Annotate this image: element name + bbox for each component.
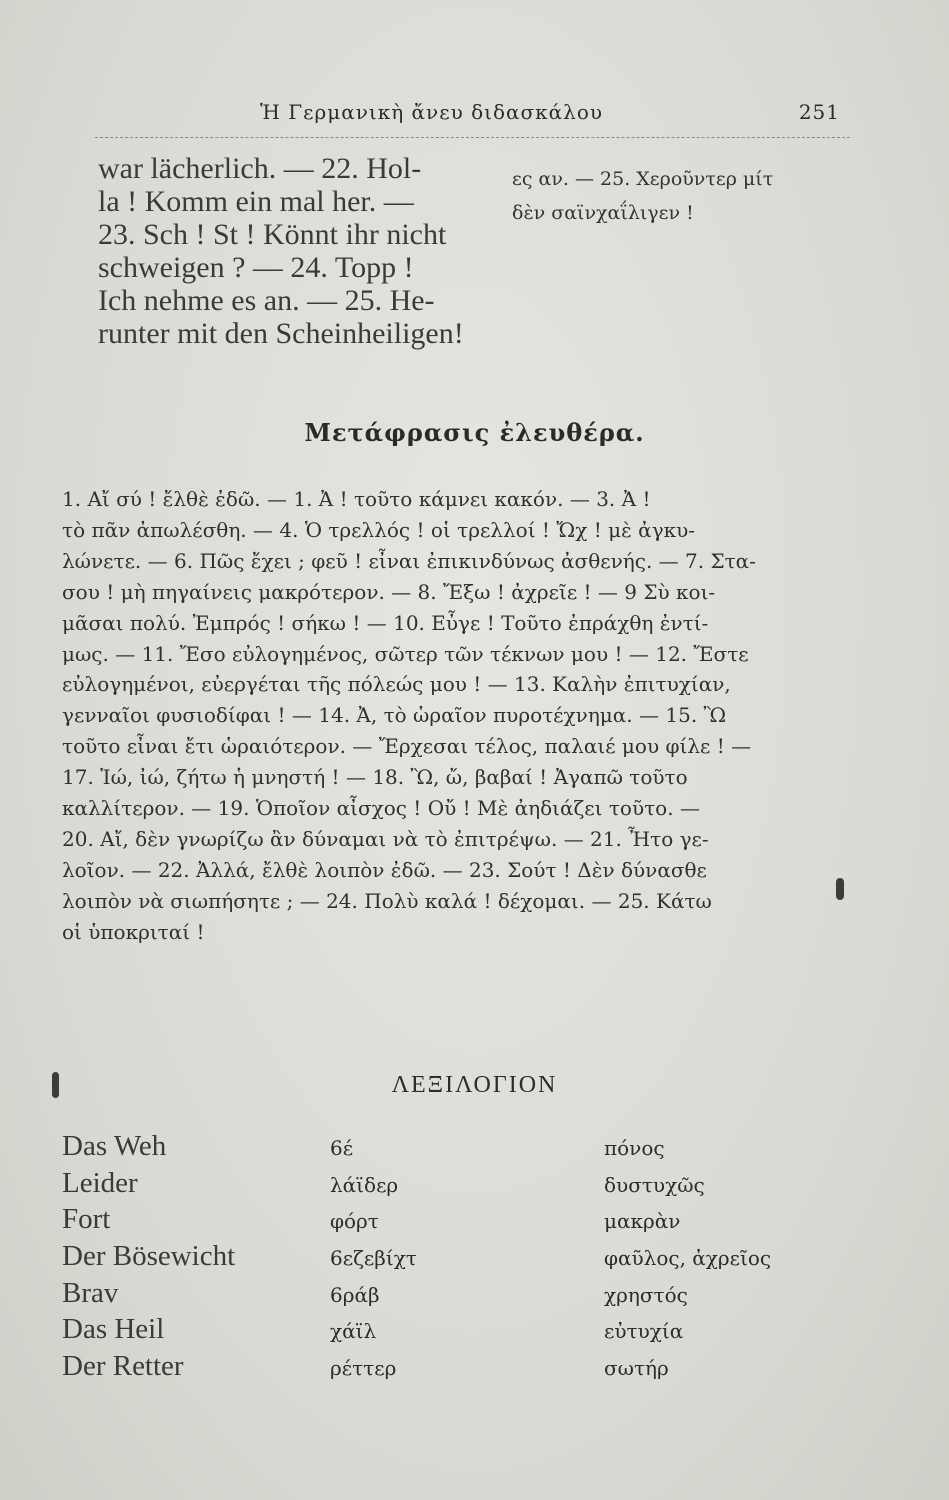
german-line: runter mit den Scheinheiligen!: [98, 317, 464, 350]
translation-line: 17. Ἰώ, ἰώ, ζήτω ἡ μνηστή ! — 18. Ὢ, ὤ, βαβαί ! Ἀγαπῶ τοῦτο: [62, 765, 688, 790]
glossary-greek: δυστυχῶς: [604, 1172, 705, 1197]
section-title: Μετάφρασις ἐλευθέρα.: [304, 418, 645, 447]
glossary-german: Das Heil: [62, 1313, 165, 1346]
german-line: war lächerlich. — 22. Hol-: [98, 152, 422, 185]
glossary-greek: μακρὰν: [604, 1209, 681, 1234]
ink-blot: [836, 878, 844, 900]
glossary-row: [62, 1313, 852, 1350]
german-continuation: [98, 152, 493, 350]
free-translation: [62, 484, 848, 948]
translation-line: σου ! μὴ πηγαίνεις μακρότερον. — 8. Ἔξω ! ἀχρεῖε ! — 9 Σὺ κοι-: [62, 579, 716, 604]
glossary-greek: πόνος: [604, 1136, 665, 1160]
glossary-pronunciation: 6εζεβίχτ: [330, 1246, 417, 1271]
translation-line: καλλίτερον. — 19. Ὁποῖον αἶσχος ! Οὔ ! Μὲ ἀηδιάζει τοῦτο. —: [62, 796, 700, 821]
glossary-pronunciation: λάϊδερ: [330, 1172, 399, 1197]
translation-line: 1. Αἴ σύ ! ἔλθὲ ἐδῶ. — 1. Ἀ ! τοῦτο κάμνει κακόν. — 3. Ἀ !: [62, 487, 651, 511]
glossary-german: Brav: [62, 1276, 119, 1309]
glossary-title: ΛΕΞΙΛΟΓΙΟΝ: [391, 1072, 558, 1098]
glossary-pronunciation: 6ράβ: [330, 1282, 380, 1307]
glossary-german: Das Weh: [62, 1130, 167, 1162]
glossary-german: Leider: [62, 1166, 138, 1199]
glossary-pronunciation: ρέττερ: [330, 1356, 397, 1381]
translation-line: γενναῖοι φυσιοδίφαι ! — 14. Ἀ, τὸ ὡραῖον πυροτέχνημα. — 15. Ὢ: [62, 703, 727, 728]
german-line: 23. Sch ! St ! Könnt ihr nicht: [98, 218, 447, 251]
pronunciation-line: δὲν σαϊνχαΐλιγεν !: [512, 202, 694, 224]
header-title: Ἡ Γερμανικὴ ἄνευ διδασκάλου: [260, 100, 604, 124]
glossary-greek: χρηστός: [604, 1282, 688, 1307]
translation-line: λοῖον. — 22. Ἀλλά, ἔλθὲ λοιπὸν ἐδῶ. — 23. Σούτ ! Δὲν δύνασθε: [62, 857, 707, 882]
translation-line: λώνετε. — 6. Πῶς ἔχει ; φεῦ ! εἶναι ἐπικινδύνως ἀσθενής. — 7. Στα-: [62, 548, 756, 573]
glossary-table: [62, 1130, 852, 1387]
translation-line: οἱ ὑποκριταί !: [62, 919, 205, 944]
header-rule: [95, 137, 850, 138]
glossary-pronunciation: 6έ: [330, 1136, 354, 1160]
translation-line: μᾶσαι πολύ. Ἐμπρός ! σήκω ! — 10. Εὖγε ! Τοῦτο ἐπράχθη ἐντί-: [62, 610, 709, 635]
glossary-german: Fort: [62, 1203, 111, 1236]
glossary-row: [62, 1203, 852, 1240]
glossary-row: [62, 1167, 852, 1204]
translation-line: 20. Αἴ, δὲν γνωρίζω ἂν δύναμαι νὰ τὸ ἐπιτρέψω. — 21. Ἦτο γε-: [62, 826, 709, 851]
glossary-row: [62, 1130, 852, 1167]
glossary-row: [62, 1277, 852, 1314]
glossary-greek: φαῦλος, ἀχρεῖος: [604, 1246, 772, 1271]
glossary-german: Der Bösewicht: [62, 1240, 236, 1273]
page-number: 251: [798, 100, 840, 124]
translation-line: μως. — 11. Ἔσο εὐλογημένος, σῶτερ τῶν τέκνων μου ! — 12. Ἔστε: [62, 641, 749, 666]
translation-line: εὐλογημένοι, εὐεργέται τῆς πόλεώς μου ! — 13. Καλὴν ἐπιτυχίαν,: [62, 672, 731, 697]
glossary-greek: εὐτυχία: [604, 1319, 684, 1344]
glossary-greek: σωτήρ: [604, 1356, 669, 1381]
glossary-german: Der Retter: [62, 1350, 184, 1383]
glossary-row: [62, 1240, 852, 1277]
translation-line: τὸ πᾶν ἀπωλέσθη. — 4. Ὁ τρελλός ! οἱ τρελλοί ! Ὤχ ! μὲ ἀγκυ-: [62, 517, 696, 542]
glossary-row: [62, 1350, 852, 1387]
german-line: la ! Komm ein mal her. —: [98, 185, 414, 218]
glossary-pronunciation: χάϊλ: [330, 1319, 377, 1344]
german-line: Ich nehme es an. — 25. He-: [98, 284, 435, 317]
german-line: schweigen ? — 24. Topp !: [98, 251, 414, 284]
translation-line: λοιπὸν νὰ σιωπήσητε ; — 24. Πολὺ καλά ! δέχομαι. — 25. Κάτω: [62, 888, 712, 913]
pronunciation-line: ες αν. — 25. Χεροῦντερ μίτ: [512, 168, 774, 190]
pronunciation-continuation: [512, 162, 857, 230]
glossary-pronunciation: φόρτ: [330, 1209, 379, 1234]
translation-line: τοῦτο εἶναι ἔτι ὡραιότερον. — Ἔρχεσαι τέλος, παλαιέ μου φίλε ! —: [62, 734, 752, 759]
